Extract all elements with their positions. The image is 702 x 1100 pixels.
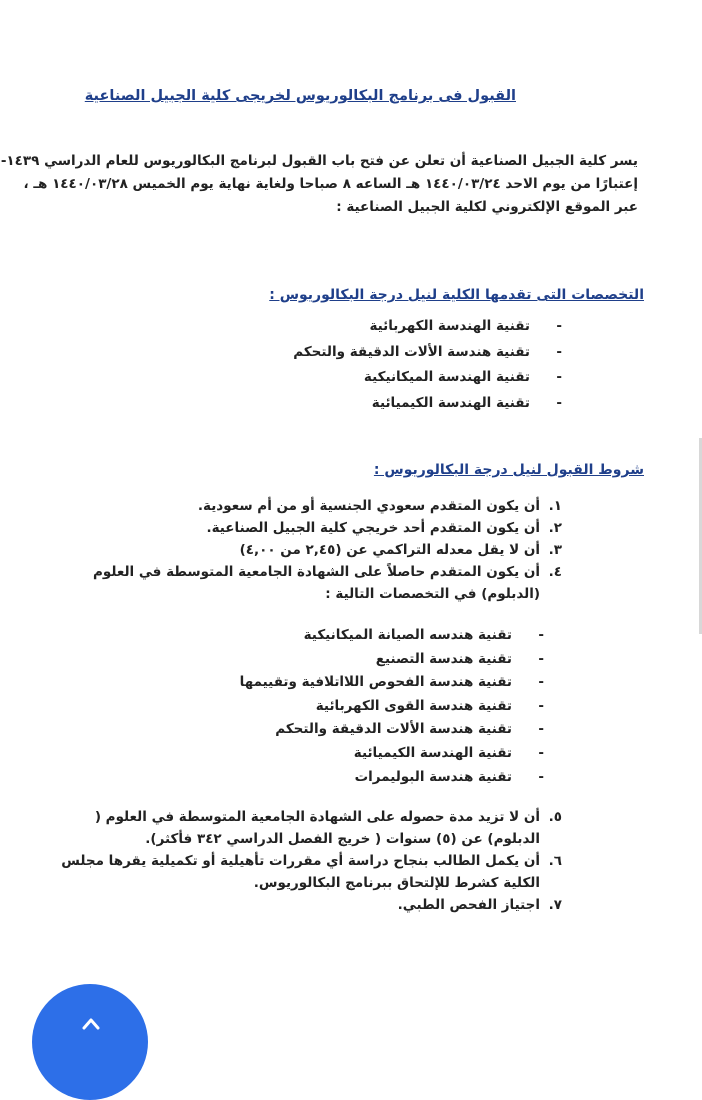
condition-number: ٦. [548,853,562,869]
condition-number: ٤. [548,564,562,580]
diploma-specializations-list [240,624,544,789]
conditions-heading: شروط القبول لنيل درجة البكالوريوس : [373,462,644,478]
condition-text: أن لا تزيد مدة حصوله على الشهادة الجامعية المتوسطة في العلوم ( الدبلوم) عن (٥) سنوات ( خريج الفصل الدراسي ٣٤٢ فأكثر). [94,809,540,847]
specializations-list [293,314,562,416]
list-item: - تقنية الهندسة الكهربائية [293,314,562,340]
conditions-list [62,495,562,605]
list-item: - تقنية هندسة البوليمرات [240,766,544,790]
specializations-heading: التخصصات التى تقدمها الكلية لنيل درجة البكالوريوس : [269,287,644,303]
list-item: - تقنية هندسة الألات الدقيقة والتحكم [240,718,544,742]
chevron-up-icon [80,1012,102,1034]
condition-text: أن يكون المتقدم حاصلاً على الشهادة الجامعية المتوسطة في العلوم (الدبلوم) في التخصصات التالية : [92,564,540,602]
condition-item [42,894,562,916]
condition-text: أن يكون المتقدم أحد خريجي كلية الجبيل الصناعية. [206,520,540,536]
condition-item [62,561,562,605]
intro-line: عبر الموقع الإلكتروني لكلية الجبيل الصناعية : [336,199,638,215]
condition-item [42,850,562,894]
condition-number: ٥. [548,809,562,825]
list-item: - تقنية الهندسة الميكانيكية [293,365,562,391]
condition-item [62,539,562,561]
intro-line: إعتبارًا من يوم الاحد ١٤٤٠/٠٣/٢٤ هـ الساعه ٨ صباحا ولغاية نهاية يوم الخميس ١٤٤٠/٠٣/٢٨ هـ ، [23,176,638,192]
list-item: - تقنية هندسة القوى الكهربائية [240,695,544,719]
condition-number: ٣. [548,542,562,558]
intro-paragraph [0,150,638,219]
list-item: - تقنية هندسة التصنيع [240,648,544,672]
list-item: - تقنية هندسه الصيانة الميكانيكية [240,624,544,648]
condition-number: ١. [548,498,562,514]
page-title: القبول فى برنامج البكالوريوس لخريجى كلية الجبيل الصناعية [84,88,516,104]
condition-text: أن لا يقل معدله التراكمي عن (٢,٤٥ من ٤,٠٠) [239,542,540,558]
condition-text: أن يكون المتقدم سعودي الجنسية أو من أم سعودية. [197,498,540,514]
condition-number: ٧. [548,897,562,913]
scroll-up-button[interactable] [32,984,148,1100]
condition-text: اجتياز الفحص الطبي. [397,897,540,913]
conditions-list-continued [42,806,562,916]
list-item: - تقنية هندسة الفحوص اللااتلافية وتقييمها [240,671,544,695]
condition-item [42,806,562,850]
list-item: - تقنية هندسة الألات الدقيقة والتحكم [293,340,562,366]
list-item: - تقنية الهندسة الكيميائية [293,391,562,417]
condition-number: ٢. [548,520,562,536]
condition-item [62,517,562,539]
intro-line: يسر كلية الجبيل الصناعية أن تعلن عن فتح باب القبول لبرنامج البكالوريوس للعام الدراسي ١٤٣٩- [0,153,638,169]
list-item: - تقنية الهندسة الكيميائية [240,742,544,766]
condition-item [62,495,562,517]
condition-text: أن يكمل الطالب بنجاح دراسة أي مقررات تأهيلية أو تكميلية يقرها مجلس الكلية كشرط للإلتحاق ببرنامج البكالوريوس. [61,853,540,891]
